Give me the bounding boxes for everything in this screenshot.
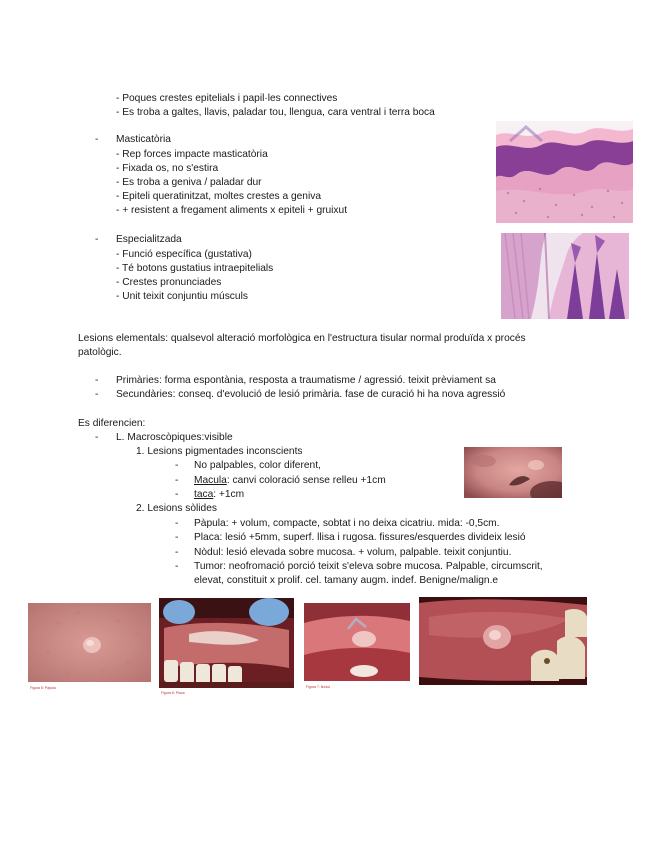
lesions-definition-line-2: patològic. [78, 347, 122, 358]
masticatoria-item: - Epiteli queratinitzat, moltes crestes a geniva [116, 191, 321, 202]
plaque-gingiva-photo [159, 598, 294, 688]
tumor-item-line-2: elevat, constituit x prolif. cel. tamany augm. indef. Benigne/malign.e [194, 575, 499, 586]
pigmented-item: No palpables, color diferent, [194, 460, 321, 471]
sub-bullet: - [175, 532, 179, 543]
histology-specialized-image [501, 233, 629, 319]
sub-bullet: - [175, 561, 179, 572]
masticatoria-item: - Fixada os, no s'estira [116, 163, 219, 174]
figure-caption-papula: Figura 5: Pàpula [30, 686, 56, 690]
figure-caption-placa: Figura 6: Placa [161, 691, 185, 695]
sub-bullet: - [175, 475, 179, 486]
lesions-definition-line-1: Lesions elementals: qualsevol alteració morfològica en l'estructura tisular normal produïda x procés [78, 333, 526, 344]
pigmented-macula-image [464, 447, 562, 498]
especialitzada-item: - Unit teixit conjuntiu músculs [116, 291, 248, 302]
intro-line-2: - Es troba a galtes, llavis, paladar tou, llengua, cara ventral i terra boca [116, 107, 435, 118]
tumor-buccal-photo [419, 597, 587, 685]
macula-term: Macula [194, 475, 227, 486]
masticatoria-item: - Es troba a geniva / paladar dur [116, 177, 262, 188]
figure-caption-nodul: Figura 7: Nòdul [306, 685, 330, 689]
taca-item [194, 488, 244, 501]
intro-line-1: - Poques crestes epitelials i papil·les connectives [116, 93, 338, 104]
macula-item [194, 474, 386, 487]
papule-tongue-photo [28, 603, 151, 682]
papula-item: Pàpula: + volum, compacte, sobtat i no deixa cicatriu. mida: -0,5cm. [194, 518, 500, 529]
masticatoria-bullet: - [95, 134, 99, 145]
solid-title: 2. Lesions sòlides [136, 503, 217, 514]
macro-bullet: - [95, 432, 99, 443]
sub-bullet: - [175, 489, 179, 500]
secundaries-bullet: - [95, 389, 99, 400]
placa-item: Placa: lesió +5mm, superf. llisa i rugosa. fissures/esquerdes divideix lesió [194, 532, 526, 543]
sub-bullet: - [175, 547, 179, 558]
secundaries-text: Secundàries: conseq. d'evolució de lesió primària. fase de curació hi ha nova agressió [116, 389, 506, 400]
especialitzada-item: - Funció específica (gustativa) [116, 249, 252, 260]
primaries-bullet: - [95, 375, 99, 386]
taca-term: taca [194, 489, 214, 500]
masticatoria-title: Masticatòria [116, 134, 171, 145]
nodule-lip-photo [304, 603, 410, 681]
taca-definition: : +1cm [213, 489, 245, 500]
especialitzada-item: - Té botons gustatius intraepitelials [116, 263, 274, 274]
pigmented-title: 1. Lesions pigmentades inconscients [136, 446, 303, 457]
masticatoria-item: - + resistent a fregament aliments x epiteli + gruixut [116, 205, 348, 216]
especialitzada-bullet: - [95, 234, 99, 245]
sub-bullet: - [175, 460, 179, 471]
histology-masticatory-image [496, 121, 633, 223]
masticatoria-item: - Rep forces impacte masticatòria [116, 149, 268, 160]
sub-bullet: - [175, 518, 179, 529]
macula-definition: : canvi coloració sense relleu +1cm [226, 475, 386, 486]
diferencien-title: Es diferencien: [78, 418, 146, 429]
especialitzada-title: Especialitzada [116, 234, 182, 245]
especialitzada-item: - Crestes pronunciades [116, 277, 222, 288]
tumor-item-line-1: Tumor: neofromació porció teixit s'eleva sobre mucosa. Palpable, circumscrit, [194, 561, 543, 572]
primaries-text: Primàries: forma espontània, resposta a traumatisme / agressió. teixit prèviament sa [116, 375, 496, 386]
macro-title: L. Macroscòpiques:visible [116, 432, 233, 443]
nodul-item: Nòdul: lesió elevada sobre mucosa. + volum, palpable. teixit conjuntiu. [194, 547, 512, 558]
